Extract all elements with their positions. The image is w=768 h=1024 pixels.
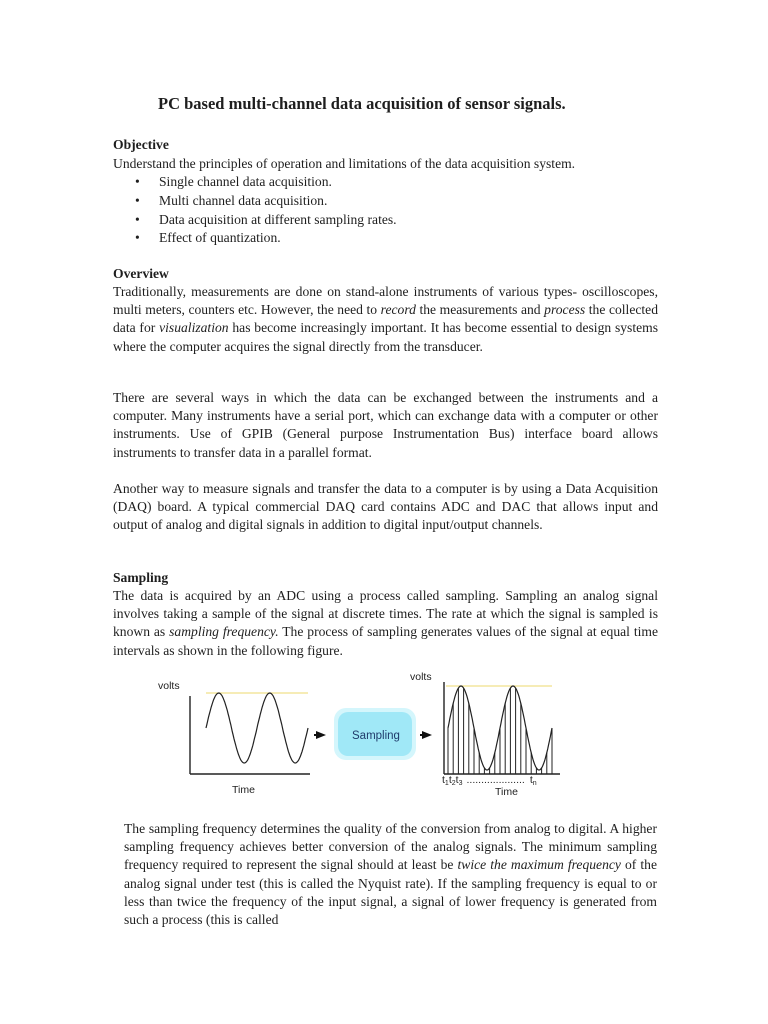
document-title: PC based multi-channel data acquisition of sensor signals. [158,94,566,113]
sampling-heading: Sampling [113,570,169,585]
sampling-paragraph-1: The data is acquired by an ADC using a process called sampling. Sampling an analog signal involves taking a sample of the signal at discrete times. The rate at which the signal is sampled is known as sampling frequency. The process of sampling generates values of the signal at equal time intervals as shown in the following figure. [113,588,658,658]
left-y-axis-label: volts [158,680,180,692]
list-item: • Data acquisition at different sampling rates. [135,211,397,230]
overview-paragraph-2: There are several ways in which the data can be exchanged between the instruments and a computer. Many instruments have a serial port, which can exchange data with a computer or other instruments. Use of GPIB (General purpose Instrumentation Bus) interface board allows instruments to transfer data in a parallel format. [113,390,658,460]
sample-lines [448,688,552,774]
right-x-axis-label: Time [495,786,518,798]
overview-paragraph-1: Traditionally, measurements are done on stand-alone instruments of various types- oscilloscopes, multi meters, counters etc. However, the need to record the measurements and process the collected data for visualization has become increasingly important. It has become essential to design systems where the computer acquires the signal directly from the transducer. [113,284,659,354]
list-item: • Effect of quantization. [135,229,397,248]
bullet-icon: • [135,230,140,246]
bullet-icon: • [135,192,140,208]
objective-list [135,173,397,248]
sampling-box-label: Sampling [352,730,400,742]
list-item: • Multi channel data acquisition. [135,192,397,211]
sample-time-labels: t1t2t3 .................... tn [442,774,537,787]
sampling-figure [150,664,610,804]
bullet-icon: • [135,174,140,189]
bullet-icon: • [135,211,140,227]
objective-heading: Objective [113,137,169,152]
list-item: • Single channel data acquisition. [135,173,397,192]
right-y-axis-label: volts [410,671,432,683]
overview-paragraph-3: Another way to measure signals and transfer the data to a computer is by using a Data Acquisition (DAQ) board. A typical commercial DAQ card contains ADC and DAC that allows input and output of analog and digital signals in addition to digital input/output channels. [113,481,658,533]
sampling-paragraph-2: The sampling frequency determines the quality of the conversion from analog to digital. A higher sampling frequency achieves better conversion of the analog signals. The minimum sampling frequency required to represent the signal should at least be twice the maximum frequency of the analog signal under test (this is called the Nyquist rate). If the sampling frequency is equal to or less than twice the frequency of the input signal, a signal of lower frequency is generated from such a process (this is called [124,821,657,928]
left-x-axis-label: Time [232,784,255,796]
overview-heading: Overview [113,266,169,281]
objective-intro: Understand the principles of operation and limitations of the data acquisition system. [113,156,576,171]
left-sine-wave [206,693,308,763]
